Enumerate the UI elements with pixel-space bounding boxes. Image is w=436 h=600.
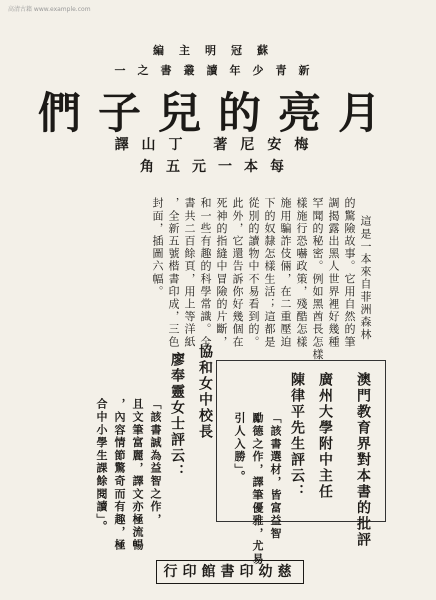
price-line: 角五元一本每 [140,159,296,175]
description-line: 從別的讀物中不易看到的。 [247,197,260,349]
description-line: 死神的指縫中冒險的片斷， [215,197,228,349]
description-line: 罕聞的秘密。例如黑酋長怎樣 [311,197,324,361]
reviewer-name: 陳律平先生評云： [289,372,305,500]
author-translator-line: 譯山丁 著尼安梅 [114,137,322,153]
description-line: ，全新五號楷書印成，三色 [167,197,180,349]
series-name: 一之書叢讀年少青新 [114,64,322,77]
description-line: 此外，它還告訴你好幾個在 [231,197,244,349]
review-quote-line: 「該書誠為益智之作， [149,398,162,526]
reviewer-name: 廖奉靈女士評云： [169,352,185,480]
review-quote-line: ，內容情節驚奇而有趣，極 [113,398,126,552]
book-title: 們子兒的亮月 [38,89,398,139]
reviewer-title: 協和女中校長 [197,344,213,440]
reviewer-title: 廣州大學附中主任 [317,372,333,500]
review-heading: 澳門教育界對本書的批評 [355,372,371,548]
description-line: 下的奴隸怎樣生活；這都是 [263,197,276,349]
description-line: 調揭露出黑人世界裡好幾種 [327,197,340,349]
watermark: 高清古籍 www.example.com [8,6,91,13]
description-line: 這是一本來自菲洲森林 [359,215,372,341]
description-line: 和一些有趣的科學常識。全 [199,197,212,349]
description-line: 的驚險故事。它用自然的筆 [343,197,356,349]
description-line: 樣施行恐嚇政策，殘酷怎樣 [295,197,308,349]
review-quote-line: 合中小學生課餘閱讀」。 [95,398,108,534]
review-quote-line: 且文筆富麗，譯文亦極流暢 [131,398,144,552]
description-line: 施用騙詐伎倆，在二重壓迫 [279,197,292,349]
review-quote-line: 「該書選材，皆富益智 [269,412,282,540]
description-line: 封面，插圖六幅。 [151,197,164,298]
review-quote-line: 勵德之作，譯筆優雅，尤易 [251,412,264,566]
publisher-box: 行印館書印幼慈 [156,560,304,584]
review-quote-line: 引人入勝」。 [233,412,246,484]
series-editor: 編主明冠蘇 [153,44,283,57]
description-line: 書共二百餘頁，用上等洋紙 [183,197,196,349]
